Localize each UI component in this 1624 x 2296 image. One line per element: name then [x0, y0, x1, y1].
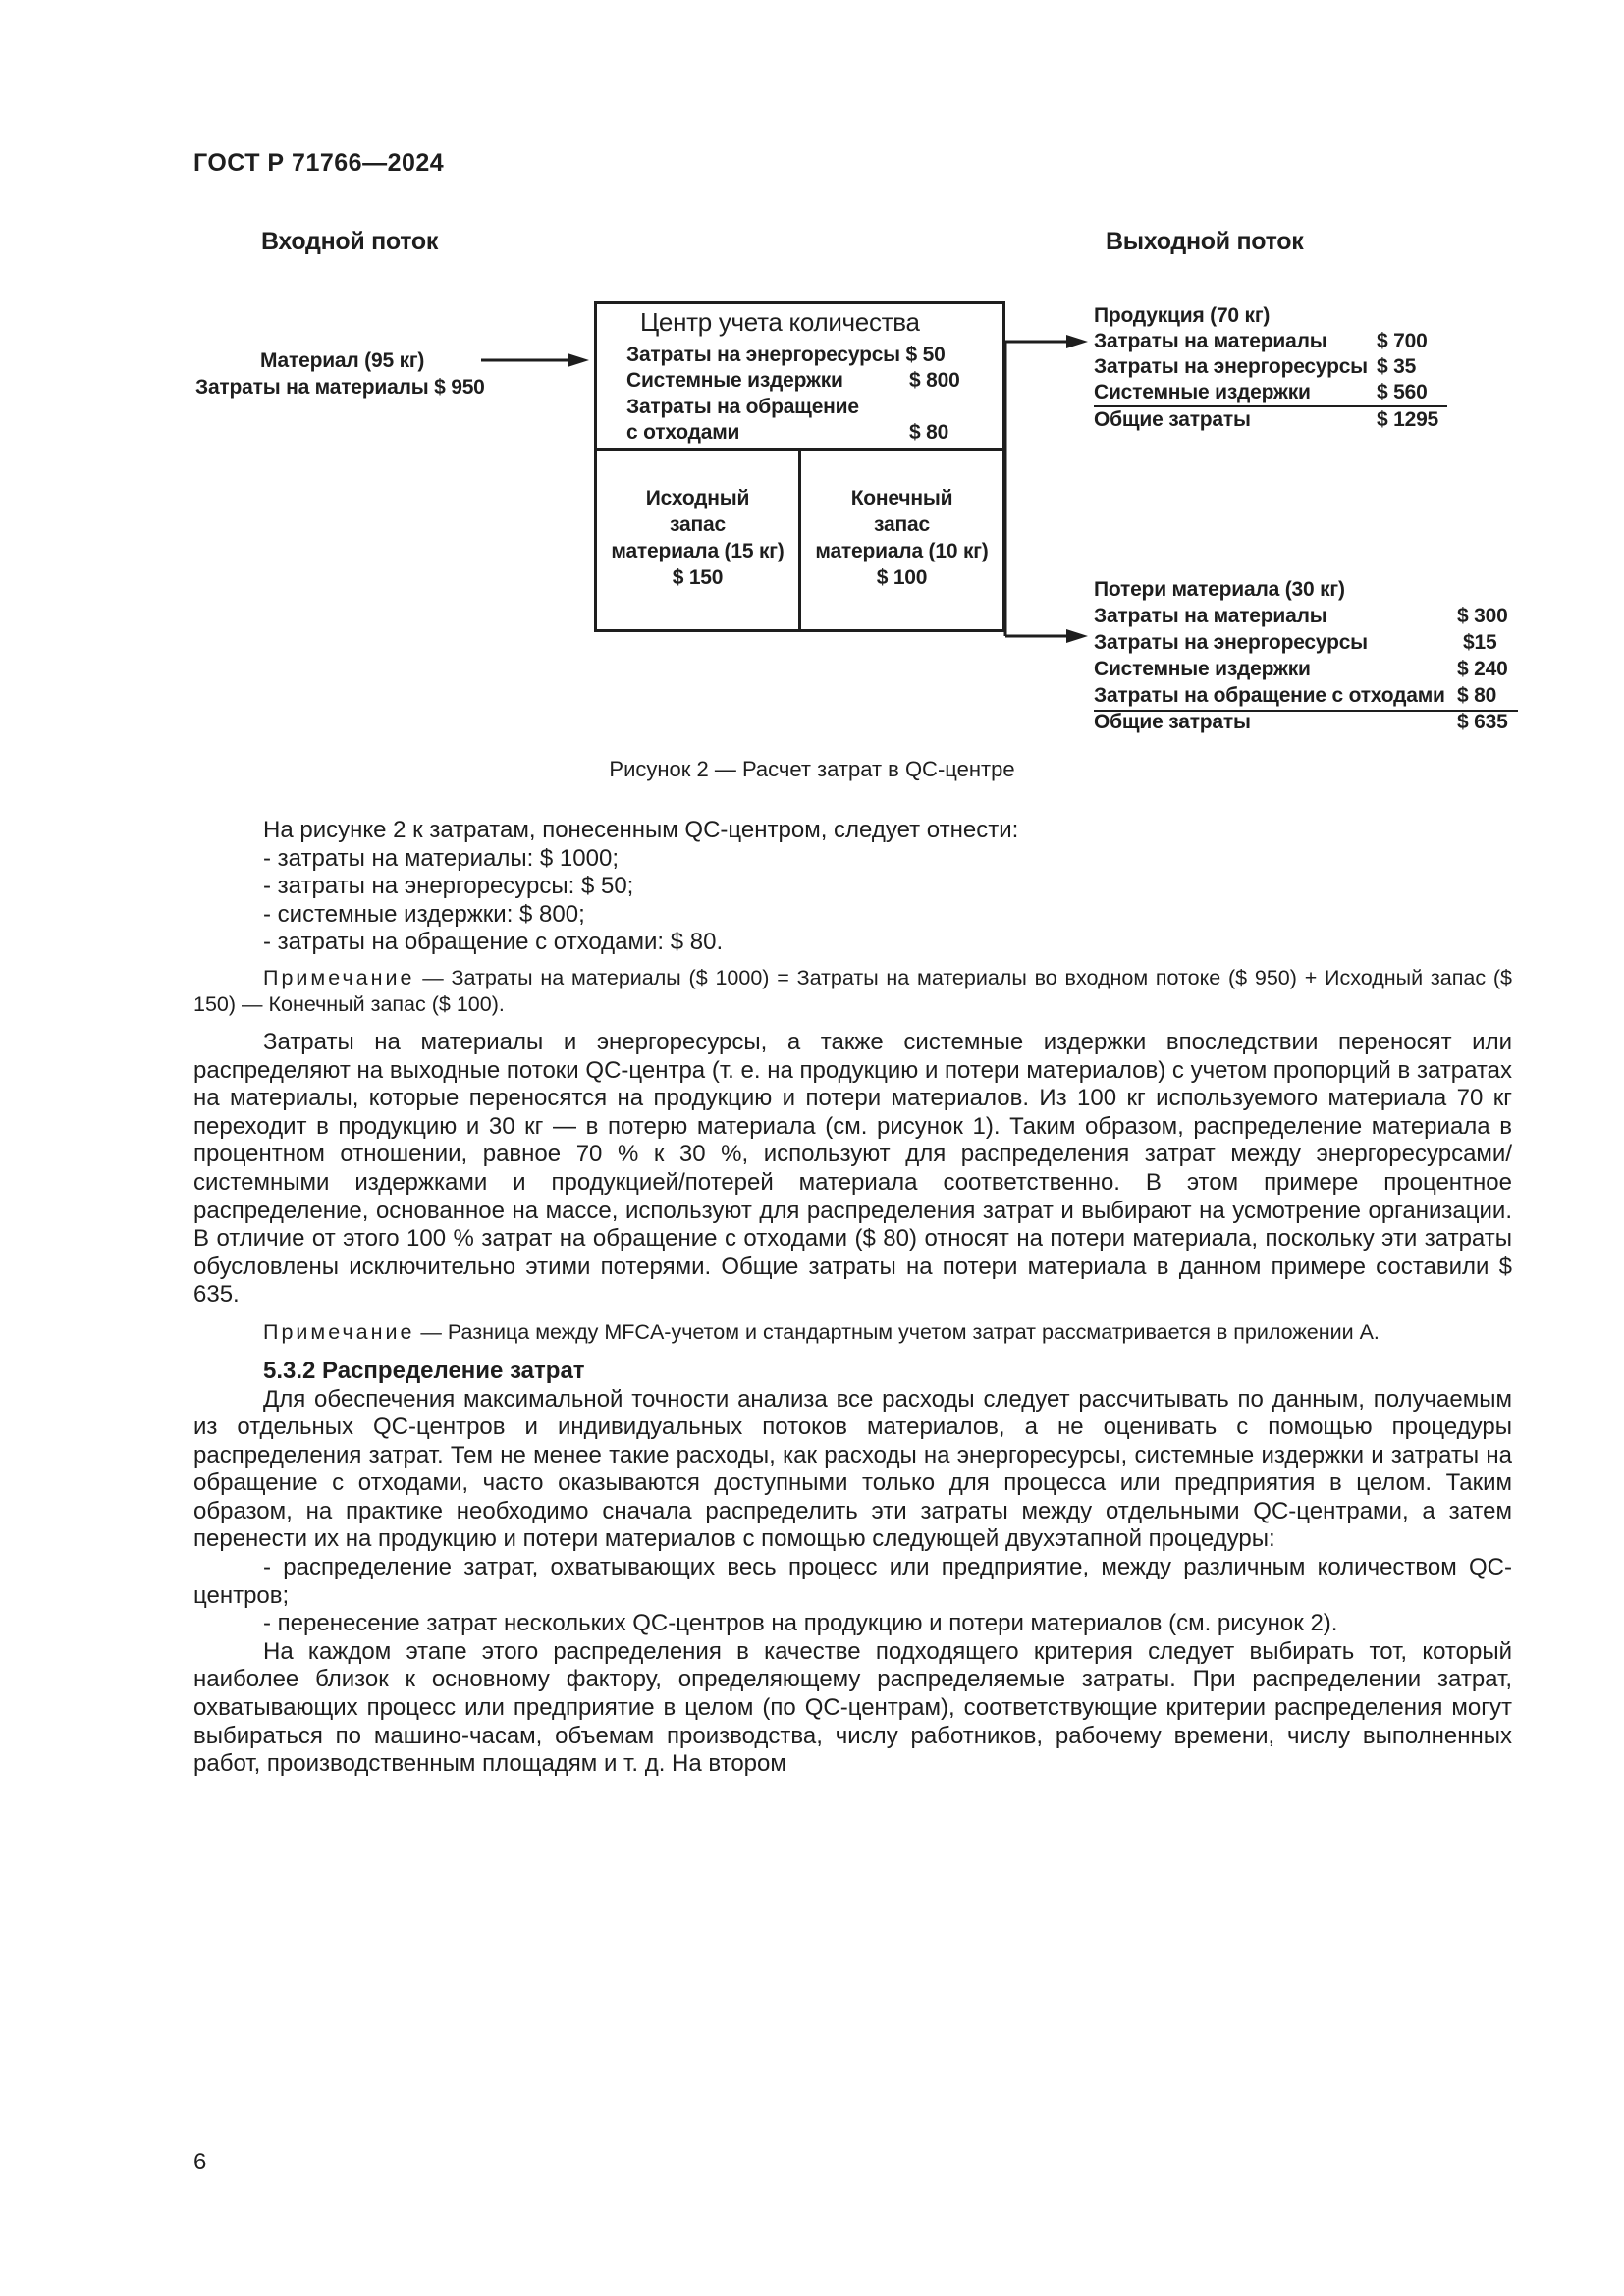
product-row-label: Затраты на энергоресурсы: [1094, 355, 1368, 378]
output-flow-heading: Выходной поток: [1106, 228, 1304, 255]
product-total-label: Общие затраты: [1094, 408, 1251, 431]
paragraph-criteria: На каждом этапе этого распределения в качестве подходящего критерия следует выбирать тот, который наиболее близок к основному фактору, определяющему распределяемые затраты. При распределении затрат, охватывающих процесс или предприятие в целом (по QC-центрам), соответствующие критерии распределения могут выбираться по машино-часам, объемам производства, числу работников, рабочему времени, числу выполненных работ, производственным площадям и т. д. На втором: [193, 1637, 1512, 1778]
document-id: ГОСТ Р 71766—2024: [193, 149, 445, 177]
loss-row-label: Системные издержки: [1094, 658, 1311, 680]
note-text: — Затраты на материалы ($ 1000) = Затраты на материалы во входном потоке ($ 950) + Исходный запас ($ 150) — Конечный запас ($ 100).: [193, 965, 1512, 1016]
loss-row-label: Затраты на материалы: [1094, 605, 1327, 627]
qc-waste-label-2: с отходами: [626, 421, 740, 444]
input-flow-heading: Входной поток: [261, 228, 439, 255]
note-label: Примечание: [263, 965, 415, 989]
product-row-value: $ 700: [1377, 330, 1428, 352]
qc-system-cost-label: Системные издержки: [626, 369, 843, 392]
list-item: - затраты на энергоресурсы: $ 50;: [263, 873, 634, 900]
paragraph-cost-distribution: Для обеспечения максимальной точности анализа все расходы следует рассчитывать по данным, получаемым из отдельных QC-центров и индивидуальных потоков материалов, а не оценивать с помощью процедуры распределения затрат. Тем не менее такие расходы, как расходы на энергоресурсы, системные издержки и затраты на обращение с отходами, часто оказываются доступными только для процесса или предприятия в целом. Таким образом, на практике необходимо сначала распределить эти затраты между отдельными QC-центрами, а затем перенести их на продукцию и потери материалов с помощью следующей двухэтапной процедуры:: [193, 1385, 1512, 1553]
step-item: - перенесение затрат нескольких QC-центров на продукцию и потери материалов (см. рисунок 2).: [263, 1610, 1338, 1637]
qc-center-title: Центр учета количества: [640, 307, 920, 337]
note-text: — Разница между MFCA-учетом и стандартным учетом затрат рассматривается в приложении А.: [414, 1319, 1380, 1344]
arrow-head-input: [568, 353, 589, 367]
product-total-rule: [1094, 405, 1447, 407]
step-item: - распределение затрат, охватывающих весь процесс или предприятие, между различным количеством QC-центров;: [193, 1554, 1512, 1609]
section-title: 5.3.2 Распределение затрат: [263, 1357, 585, 1384]
product-total-value: $ 1295: [1377, 408, 1439, 431]
loss-total-label: Общие затраты: [1094, 711, 1251, 733]
page-number: 6: [193, 2149, 207, 2175]
input-material-cost: Затраты на материалы $ 950: [195, 376, 485, 399]
qc-system-cost-value: $ 800: [909, 369, 960, 392]
list-item: - затраты на обращение с отходами: $ 80.: [263, 929, 724, 956]
product-row-label: Затраты на материалы: [1094, 330, 1327, 352]
loss-row-value: $15: [1463, 631, 1497, 654]
product-title: Продукция (70 кг): [1094, 304, 1271, 327]
qc-energy-cost: Затраты на энергоресурсы $ 50: [626, 344, 946, 366]
arrow-head-loss: [1066, 629, 1088, 643]
intro-paragraph: На рисунке 2 к затратам, понесенным QC-центром, следует отнести:: [263, 817, 1019, 843]
loss-row-value: $ 80: [1457, 684, 1497, 707]
list-item: - затраты на материалы: $ 1000;: [263, 844, 619, 872]
final-stock: Конечный запас материала (10 кг) $ 100: [815, 487, 989, 589]
input-material: Материал (95 кг): [260, 349, 425, 372]
loss-total-value: $ 635: [1457, 711, 1508, 733]
note-1: [193, 965, 1512, 1018]
loss-row-label: Затраты на энергоресурсы: [1094, 631, 1368, 654]
note-label: Примечание: [263, 1319, 415, 1344]
product-row-label: Системные издержки: [1094, 381, 1311, 403]
loss-row-value: $ 240: [1457, 658, 1508, 680]
loss-row-value: $ 300: [1457, 605, 1508, 627]
list-item: - системные издержки: $ 800;: [263, 900, 585, 928]
product-row-value: $ 560: [1377, 381, 1428, 403]
loss-title: Потери материала (30 кг): [1094, 578, 1345, 601]
product-row-value: $ 35: [1377, 355, 1417, 378]
initial-stock: Исходный запас материала (15 кг) $ 150: [611, 487, 785, 589]
loss-row-label: Затраты на обращение с отходами: [1094, 684, 1445, 707]
body-text: [193, 817, 1512, 1779]
note-2: [193, 1319, 1512, 1346]
qc-waste-value: $ 80: [909, 421, 949, 444]
figure-caption: Рисунок 2 — Расчет затрат в QC-центре: [609, 757, 1015, 781]
paragraph-allocation: Затраты на материалы и энергоресурсы, а также системные издержки впоследствии переносят или распределяют на выходные потоки QC-центра (т. е. на продукцию и потери материалов) с учетом пропорций в затратах на материалы, которые переносятся на продукцию и потери материалов. Из 100 кг используемого материала 70 кг переходит в продукцию и 30 кг — в потерю материала (см. рисунок 1). Таким образом, распределение материала в процентном отношении, равное 70 % к 30 %, используют для распределения затрат между энергоресурсами/системными издержками и продукцией/потерей материала соответственно. В этом примере процентное распределение, основанное на массе, используют для распределения затрат и выбирают на усмотрение организации. В отличие от этого 100 % затрат на обращение с отходами ($ 80) относят на потери материала, поскольку эти затраты обусловлены исключительно этими потерями. Общие затраты на потери материала в данном примере составили $ 635.: [193, 1028, 1512, 1308]
arrow-head-product: [1066, 335, 1088, 348]
qc-waste-label-1: Затраты на обращение: [626, 396, 859, 418]
